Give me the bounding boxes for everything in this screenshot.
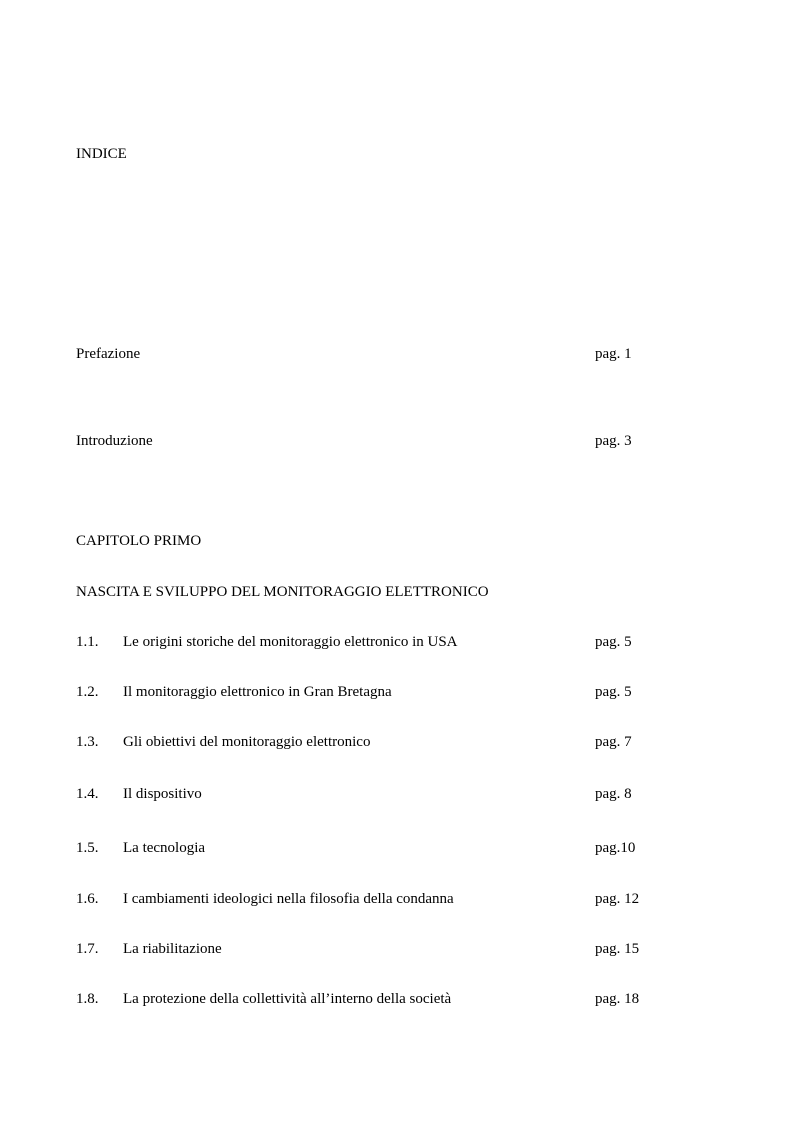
- section-page: pag. 5: [595, 684, 632, 700]
- section-number: 1.6.: [76, 891, 99, 907]
- section-title: Il dispositivo: [123, 786, 202, 802]
- section-page: pag. 5: [595, 634, 632, 650]
- toc-entry-title: Prefazione: [76, 346, 141, 362]
- section-title: La tecnologia: [123, 840, 206, 856]
- section-number: 1.8.: [76, 991, 99, 1007]
- chapter-title: NASCITA E SVILUPPO DEL MONITORAGGIO ELETTRONICO: [76, 584, 489, 600]
- section-page: pag.10: [595, 840, 636, 856]
- section-title: La protezione della collettività all’interno della società: [123, 991, 452, 1007]
- section-title: I cambiamenti ideologici nella filosofia della condanna: [123, 891, 454, 907]
- section-number: 1.4.: [76, 786, 99, 802]
- section-title: Le origini storiche del monitoraggio elettronico in USA: [123, 634, 458, 650]
- section-title: La riabilitazione: [123, 941, 222, 957]
- toc-entry-title: Introduzione: [76, 433, 153, 449]
- section-number: 1.3.: [76, 734, 99, 750]
- section-number: 1.5.: [76, 840, 99, 856]
- section-title: Il monitoraggio elettronico in Gran Bretagna: [123, 684, 392, 700]
- section-number: 1.7.: [76, 941, 99, 957]
- toc-entry-page: pag. 3: [595, 433, 632, 449]
- section-page: pag. 12: [595, 891, 640, 907]
- section-page: pag. 8: [595, 786, 632, 802]
- section-number: 1.2.: [76, 684, 99, 700]
- section-page: pag. 7: [595, 734, 632, 750]
- chapter-label: CAPITOLO PRIMO: [76, 533, 202, 549]
- toc-heading: INDICE: [76, 146, 127, 162]
- section-title: Gli obiettivi del monitoraggio elettronico: [123, 734, 371, 750]
- toc-entry-page: pag. 1: [595, 346, 632, 362]
- section-page: pag. 15: [595, 941, 640, 957]
- section-number: 1.1.: [76, 634, 99, 650]
- section-page: pag. 18: [595, 991, 640, 1007]
